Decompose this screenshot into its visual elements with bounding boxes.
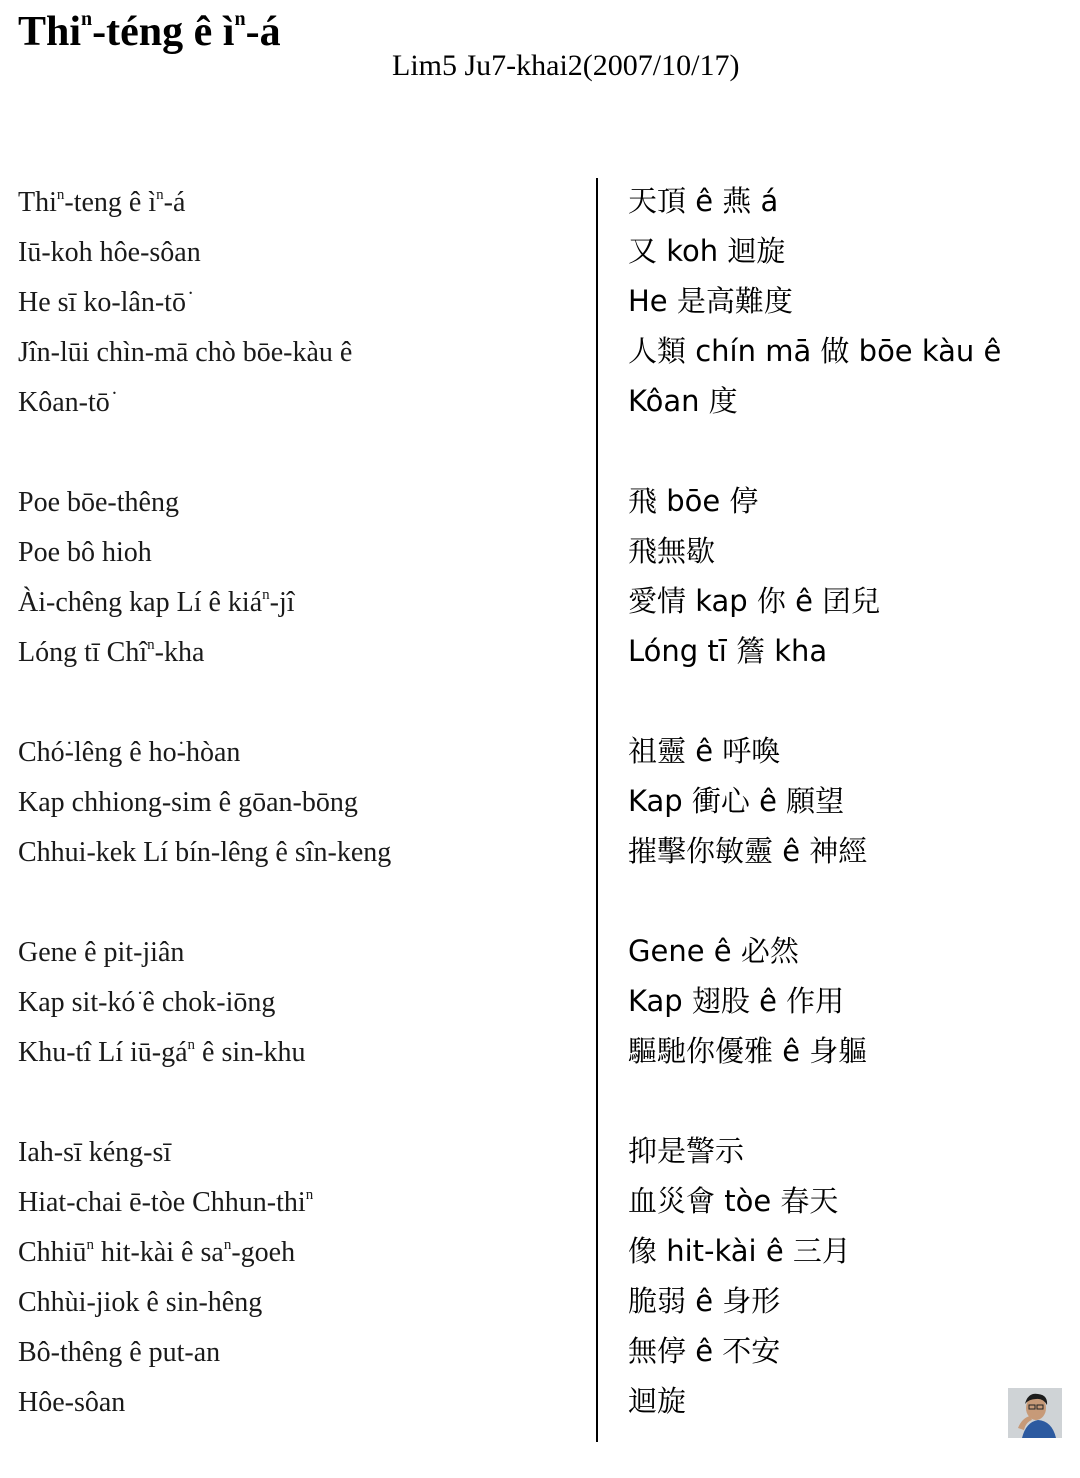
stanza xyxy=(628,478,1058,678)
verse-line: Lóng tī 簷 kha xyxy=(628,634,828,668)
verse-text: Kap chhiong-sim ê gōan-bōng xyxy=(18,787,358,818)
verse-text: Chhiū xyxy=(18,1237,87,1268)
verse-line: 愛情 kap 你 ê 囝兒 xyxy=(628,584,881,618)
stanza xyxy=(18,178,578,428)
verse-line xyxy=(18,978,578,1028)
verse-text: Hôe-sôan xyxy=(18,1387,126,1418)
verse-line xyxy=(18,1228,578,1278)
verse-line: Kôan 度 xyxy=(628,384,738,418)
verse-line: Kap 翅股 ê 作用 xyxy=(628,984,845,1018)
superscript-n: n xyxy=(147,637,155,653)
stanza xyxy=(628,928,1058,1078)
verse-text: -teng ê ì xyxy=(64,187,157,218)
verse-line: 人類 chín mā 做 bōe kàu ê xyxy=(628,334,1002,368)
verse-line xyxy=(18,828,578,878)
verse-text: Iū-koh hôe-sôan xyxy=(18,237,201,268)
stanza xyxy=(18,928,578,1078)
title-text-end: -á xyxy=(245,9,281,55)
stanza xyxy=(18,1128,578,1428)
superscript-n: n xyxy=(156,187,164,203)
verse-text: Chhùi-jiok ê sin-hêng xyxy=(18,1287,263,1318)
verse-text: -á xyxy=(163,187,186,218)
superscript-n: n xyxy=(187,1037,196,1053)
verse-line: 迴旋 xyxy=(628,1384,687,1418)
author-date-line: Lim5 Ju7-khai2(2007/10/17) xyxy=(392,49,740,82)
verse-line: 脆弱 ê 身形 xyxy=(628,1284,781,1318)
verse-line: Kap 衝心 ê 願望 xyxy=(628,784,845,818)
verse-line: Gene ê 必然 xyxy=(628,934,799,968)
verse-text: Ài-chêng kap Lí ê kiá xyxy=(18,587,263,618)
verse-line xyxy=(18,1178,578,1228)
verse-line: 飛 bōe 停 xyxy=(628,484,759,518)
verse-line: 祖靈 ê 呼喚 xyxy=(628,734,781,768)
stanza xyxy=(18,478,578,678)
verse-line xyxy=(18,378,578,428)
verse-line: 抑是警示 xyxy=(628,1134,745,1168)
verse-text: Poe bōe-thêng xyxy=(18,487,179,518)
verse-text: Chhui-kek Lí bín-lêng ê sîn-keng xyxy=(18,837,392,868)
superscript-n: n xyxy=(305,1187,314,1203)
verse-line xyxy=(18,1328,578,1378)
verse-text: Lóng tī Chî xyxy=(18,637,148,668)
verse-text: Poe bô hioh xyxy=(18,537,152,568)
verse-line: 血災會 tòe 春天 xyxy=(628,1184,839,1218)
verse-line xyxy=(18,228,578,278)
verse-line xyxy=(18,478,578,528)
verse-line xyxy=(18,178,578,228)
verse-line xyxy=(18,1128,578,1178)
verse-text: -kha xyxy=(154,637,205,668)
verse-text: -goeh xyxy=(231,1237,296,1268)
verse-text: ê sin-khu xyxy=(195,1037,306,1068)
verse-text: Jîn-lūi chìn-mā chò bōe-kàu ê xyxy=(18,337,353,368)
author-photo xyxy=(1008,1388,1062,1438)
verse-line xyxy=(18,1378,578,1428)
verse-line: 天頂 ê 燕 á xyxy=(628,184,779,218)
superscript-n: n xyxy=(262,587,270,603)
verse-line: 驅馳你優雅 ê 身軀 xyxy=(628,1034,868,1068)
verse-line xyxy=(18,578,578,628)
verse-text: Thi xyxy=(18,187,57,218)
verse-text: Khu-tî Lí iū-gá xyxy=(18,1037,188,1068)
title-superscript: n xyxy=(81,8,93,30)
verse-text: Chó͘-lêng ê ho͘-hòan xyxy=(18,737,241,768)
verse-line xyxy=(18,728,578,778)
verse-text: hit-kài ê sa xyxy=(93,1237,224,1268)
verse-line: He 是高難度 xyxy=(628,284,793,318)
author-portrait-icon xyxy=(1008,1388,1062,1438)
verse-line: 無停 ê 不安 xyxy=(628,1334,781,1368)
verse-text: -jî xyxy=(269,587,295,618)
page-title xyxy=(18,8,281,56)
verse-text: Bô-thêng ê put-an xyxy=(18,1337,221,1368)
verse-line: 飛無歇 xyxy=(628,534,716,568)
stanza xyxy=(628,1128,1058,1428)
verse-line xyxy=(18,928,578,978)
verse-line xyxy=(18,1278,578,1328)
verse-line xyxy=(18,1028,578,1078)
verse-text: He sī ko-lân-tō͘ xyxy=(18,287,186,318)
title-text-base: Thi xyxy=(18,9,82,55)
column-divider xyxy=(596,178,598,1442)
verse-text: Iah-sī kéng-sī xyxy=(18,1137,172,1168)
verse-line xyxy=(18,278,578,328)
superscript-n: n xyxy=(86,1237,94,1253)
verse-line xyxy=(18,328,578,378)
verse-line xyxy=(18,778,578,828)
verse-line: 摧擊你敏靈 ê 神經 xyxy=(628,834,868,868)
title-superscript: n xyxy=(234,8,246,30)
verse-line: 又 koh 迴旋 xyxy=(628,234,786,268)
stanza xyxy=(18,728,578,878)
stanza xyxy=(628,728,1058,878)
superscript-n: n xyxy=(223,1237,232,1253)
romanized-column xyxy=(18,178,578,1478)
superscript-n: n xyxy=(56,187,65,203)
verse-text: Kap sit-kó͘ ê chok-iōng xyxy=(18,987,276,1018)
verse-text: Hiat-chai ē-tòe Chhun-thi xyxy=(18,1187,306,1218)
verse-line xyxy=(18,528,578,578)
verse-line xyxy=(18,628,578,678)
title-text-mid: -téng ê ì xyxy=(92,9,235,55)
verse-text: Kôan-tō͘ xyxy=(18,387,110,418)
verse-text: Gene ê pit-jiân xyxy=(18,937,185,968)
verse-line: 像 hit-kài ê 三月 xyxy=(628,1234,851,1268)
stanza xyxy=(628,178,1058,428)
hanji-column xyxy=(628,178,1058,1478)
